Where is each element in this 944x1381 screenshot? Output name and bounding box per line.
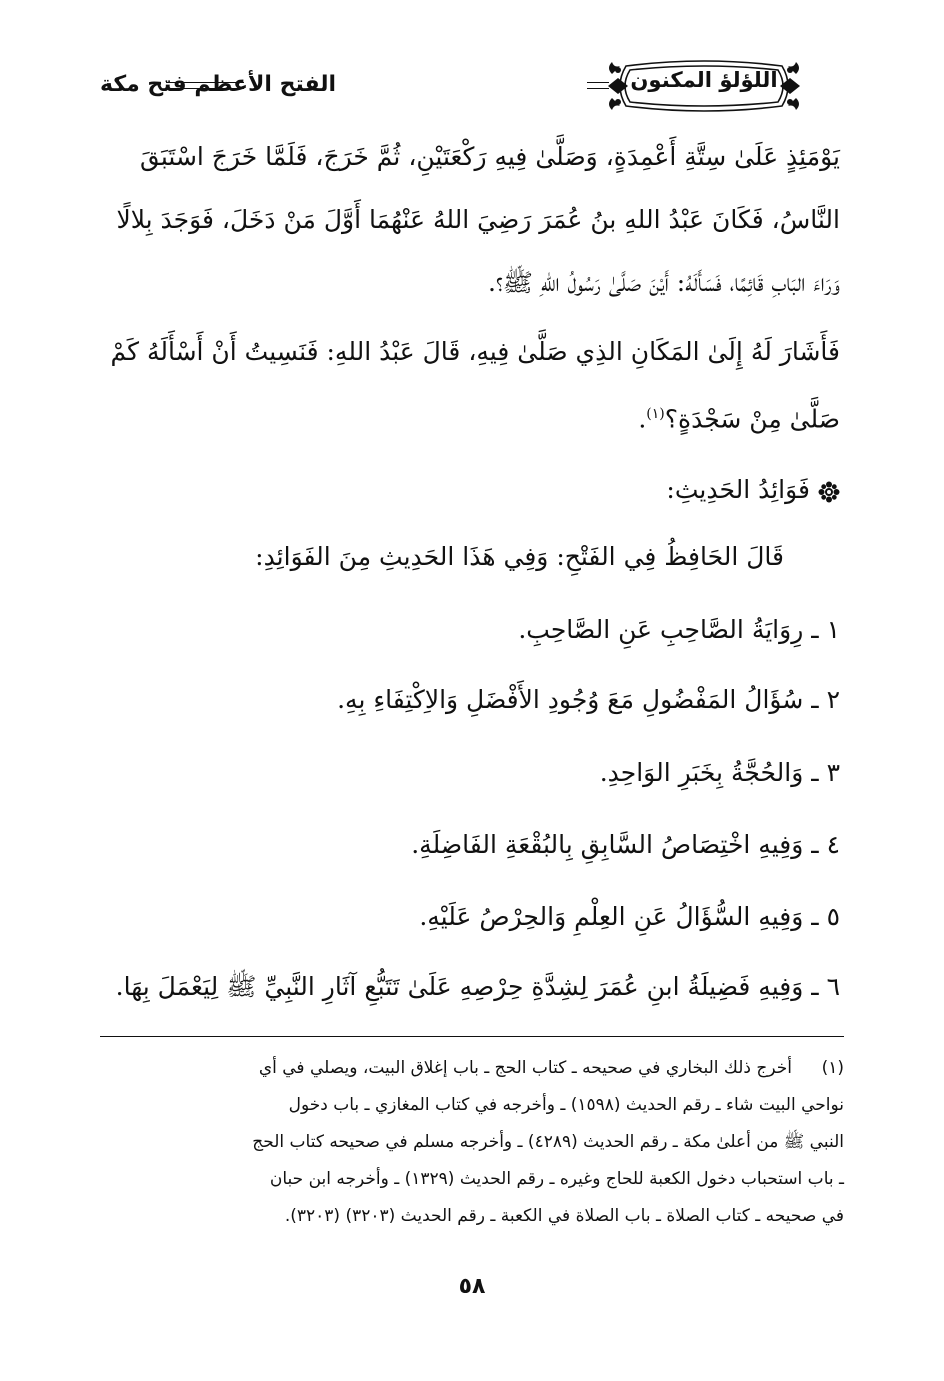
footnote-line: ـ باب استحباب دخول الكعبة للحاج وغيره ـ رقم الحديث (١٣٢٩) ـ وأخرجه ابن حبان xyxy=(269,1169,844,1189)
hadith-line-1: يَوْمَئِذٍ عَلَىٰ سِتَّةِ أَعْمِدَةٍ، وَصَلَّىٰ فِيهِ رَكْعَتَيْنِ، ثُمَّ خَرَجَ، فَلَمَّا خَرَجَ اسْتَبَقَ xyxy=(140,142,840,171)
chapter-title: الفتح الأعظم فتح مكة xyxy=(100,72,337,97)
benefit-number: ٦ ـ xyxy=(811,972,840,1001)
benefit-item xyxy=(600,753,840,793)
benefit-number: ٢ ـ xyxy=(811,685,840,714)
benefit-item xyxy=(419,897,840,937)
hadith-paragraph2-text: صَلَّىٰ مِنْ سَجْدَةٍ؟ xyxy=(664,404,840,434)
footnote-text: أخرج ذلك البخاري في صحيحه ـ كتاب الحج ـ باب إغلاق البيت، ويصلي في أي xyxy=(258,1058,792,1078)
sentence-end-mark: . xyxy=(638,404,647,434)
benefit-item xyxy=(337,680,840,720)
benefit-number: ٣ ـ xyxy=(811,758,840,787)
footnote-line: النبي ﷺ من أعلىٰ مكة ـ رقم الحديث (٤٢٨٩) ـ وأخرجه مسلم في صحيحه كتاب الحج xyxy=(252,1132,844,1152)
benefit-text: رِوَايَةُ الصَّاحِبِ عَنِ الصَّاحِبِ. xyxy=(518,615,804,644)
hadith-line-3: وَرَاءَ البَابِ قَائِمًا، فَسَأَلَهُ: أَيْنَ صَلَّىٰ رَسُولُ اللهِ ﷺ؟. xyxy=(487,268,840,297)
benefits-heading-text: فَوَائِدُ الحَدِيثِ: xyxy=(666,475,810,504)
hadith-paragraph2-line-1: فَأَشَارَ لَهُ إِلَىٰ المَكَانِ الذِي صَلَّىٰ فِيهِ، قَالَ عَبْدُ اللهِ: فَنَسِيتُ أَنْ أَسْأَلَهُ كَمْ xyxy=(110,337,840,366)
benefit-text: سُؤَالُ المَفْضُولِ مَعَ وُجُودِ الأَفْضَلِ وَالاِكْتِفَاءِ بِهِ. xyxy=(337,685,804,714)
hadith-paragraph2-line-2 xyxy=(638,394,840,439)
benefit-text: وَفِيهِ السُّؤَالُ عَنِ العِلْمِ وَالحِرْصُ عَلَيْهِ. xyxy=(419,902,804,931)
benefit-text: وَالحُجَّةُ بِخَبَرِ الوَاحِدِ. xyxy=(599,758,804,787)
page-number: ٥٨ xyxy=(458,1274,486,1299)
benefit-item xyxy=(116,967,840,1007)
benefit-number: ١ ـ xyxy=(811,615,840,644)
benefit-item xyxy=(518,610,840,650)
footnote-line: نواحي البيت شاء ـ رقم الحديث (١٥٩٨) ـ وأخرجه في كتاب المغازي ـ باب دخول xyxy=(288,1095,844,1115)
benefits-intro: قَالَ الحَافِظُ فِي الفَتْحِ: وَفِي هَذَا الحَدِيثِ مِنَ الفَوَائِدِ: xyxy=(255,542,784,571)
benefit-number: ٤ ـ xyxy=(811,830,840,859)
footnote-line xyxy=(259,1053,844,1083)
running-header xyxy=(100,58,844,114)
benefit-text: وَفِيهِ فَضِيلَةُ ابنِ عُمَرَ لِشِدَّةِ حِرْصِهِ عَلَىٰ تَتَبُّعِ آثَارِ النَّبِيِّ ﷺ لِيَعْمَلَ بِهَا. xyxy=(115,972,804,1001)
book-title: اللؤلؤ المكنون xyxy=(630,67,778,92)
benefits-heading xyxy=(666,470,840,510)
hadith-line-2: النَّاسُ، فَكَانَ عَبْدُ اللهِ بنُ عُمَرَ رَضِيَ اللهُ عَنْهُمَا أَوَّلَ مَنْ دَخَلَ، فَوَجَدَ بِلالًا xyxy=(116,205,840,234)
footnote-line: في صحيحه ـ كتاب الصلاة ـ باب الصلاة في الكعبة ـ رقم الحديث (٣٢٠٣) (٣٢٠٣). xyxy=(284,1206,844,1226)
flower-ornament-icon xyxy=(818,481,840,503)
benefit-text: وَفِيهِ اخْتِصَاصُ السَّابِقِ بِالبُقْعَةِ الفَاضِلَةِ. xyxy=(411,830,804,859)
footnote-reference: (١) xyxy=(646,406,665,422)
footnote-label: (١) xyxy=(821,1058,844,1078)
benefit-number: ٥ ـ xyxy=(811,902,840,931)
footnote-separator xyxy=(100,1036,844,1037)
benefit-item xyxy=(411,825,840,865)
